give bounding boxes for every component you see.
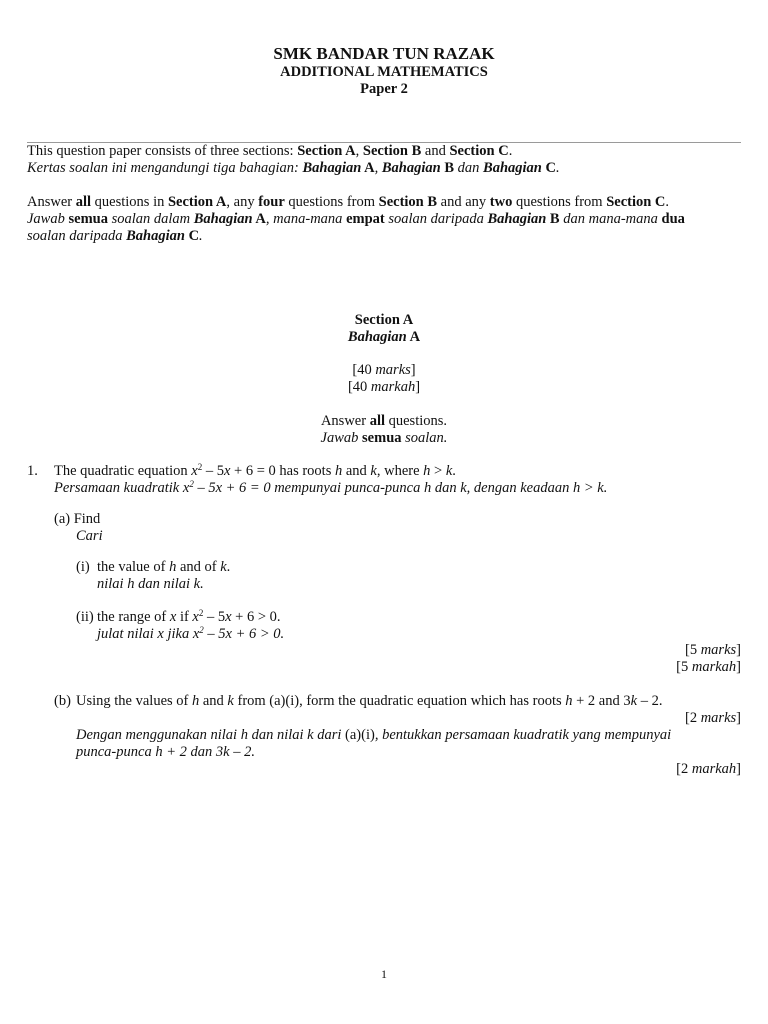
part-a-marks-en: [5 marks] [684,642,741,658]
subject-title: ADDITIONAL MATHEMATICS [280,64,488,80]
part-b-ms-line2: punca-punca h + 2 dan 3k – 2. [76,744,255,760]
intro-sections-ms: Kertas soalan ini mengandungi tiga bahagian: Bahagian A, Bahagian B dan Bahagian C. [27,160,560,176]
part-a-i-label: (i) [76,559,90,575]
section-marks-ms: [40 markah] [347,379,421,395]
part-a-ii-en: the range of x if $x^2 - 5x + 6 > 0$. [97,608,281,625]
question-stem-en: The quadratic equation $x^2 - 5x + 6 = 0$ has roots h and k, where h > k. [54,462,456,479]
part-b-ms-line1: Dengan menggunakan nilai h dan nilai k dari (a)(i), bentukkan persamaan kuadratik yang mempunyai [76,727,672,743]
paper-title: Paper 2 [360,81,408,97]
intro-answer-ms-line2: soalan daripada Bahagian C. [27,228,203,244]
part-b-marks-ms: [2 markah] [676,761,741,777]
part-a-label-ms: Cari [76,528,103,544]
school-name: SMK BANDAR TUN RAZAK [273,44,495,63]
section-title-ms: Bahagian A [347,329,421,345]
part-a-ii-label: (ii) [76,609,94,625]
part-b-en: Using the values of h and k from (a)(i), form the quadratic equation which has roots h + 2 and 3k – 2. [76,693,663,709]
part-a-marks-ms: [5 markah] [676,659,741,675]
intro-answer-ms-line1: Jawab semua soalan dalam Bahagian A, mana-mana empat soalan daripada Bahagian B dan mana-mana dua [27,211,685,227]
section-title: Section A [354,312,414,328]
part-a-ii-ms: julat nilai x jika $x^2 - 5x + 6 > 0$. [97,625,285,642]
page-number: 1 [381,967,387,981]
section-marks-en: [40 marks] [352,362,416,378]
part-a-i-ms: nilai h dan nilai k. [97,576,204,592]
part-b-marks-en: [2 marks] [684,710,741,726]
intro-sections-en: This question paper consists of three sections: Section A, Section B and Section C. [27,143,513,159]
section-instruction-en: Answer all questions. [320,413,448,429]
intro-answer-en: Answer all questions in Section A, any four questions from Section B and any two questions from Section C. [27,194,670,210]
part-b-label: (b) [54,693,71,709]
part-a-label: (a) Find [54,511,101,527]
part-a-i-en: the value of h and of k. [97,559,231,575]
question-number: 1. [27,463,38,479]
question-stem-ms: Persamaan kuadratik $x^2 - 5x + 6 = 0$ mempunyai punca-punca h dan k, dengan keadaan h > k. [54,479,608,496]
section-instruction-ms: Jawab semua soalan. [320,430,448,446]
